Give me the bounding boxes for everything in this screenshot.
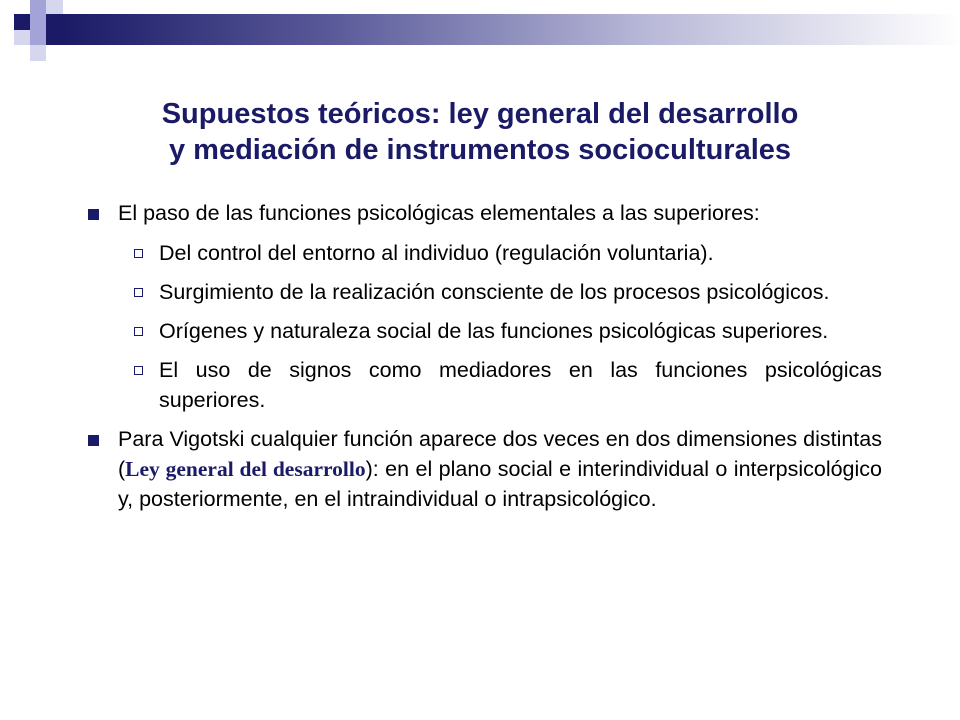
corner-square-pale-2: [14, 30, 30, 45]
corner-square-lavender-2: [30, 14, 46, 30]
sub-bullet-text-4: El uso de signos como mediadores en las funciones psicológicas superiores.: [159, 358, 882, 412]
bullet-item-2: [88, 424, 882, 514]
sub-bullet-text-3: Orígenes y naturaleza social de las funciones psicológicas superiores.: [159, 319, 829, 343]
square-bullet-icon: [88, 209, 99, 220]
sub-bullet-text-2: Surgimiento de la realización consciente de los procesos psicológicos.: [159, 280, 830, 304]
slide-title: [40, 96, 920, 168]
sub-bullet-item-1: [118, 238, 882, 268]
bullet-item-1: [88, 198, 882, 228]
corner-square-navy-2: [46, 14, 63, 45]
corner-square-lavender: [30, 0, 46, 14]
slide-title-line1: Supuestos teóricos: ley general del desarrollo: [161, 98, 799, 130]
hollow-square-bullet-icon: [134, 366, 143, 375]
corner-square-pale: [46, 0, 63, 14]
corner-square-navy: [14, 14, 30, 30]
bullet-text-2-before: Para Vigotski cualquier función aparece dos veces en dos dimensiones distintas (: [118, 427, 882, 481]
corner-square-pale-3: [30, 45, 46, 61]
square-bullet-icon: [88, 435, 99, 446]
sub-bullet-item-3: [118, 316, 882, 346]
hollow-square-bullet-icon: [134, 327, 143, 336]
header-gradient-bar: [63, 14, 960, 45]
bullet-text-2-after: ): en el plano social e interindividual o interpsicológico y, posteriormente, en el intraindividual o intrapsicológico.: [118, 457, 882, 511]
sub-bullet-item-4: [118, 355, 882, 415]
sub-bullet-item-2: [118, 277, 882, 307]
bullet-text-1: El paso de las funciones psicológicas elementales a las superiores:: [118, 201, 760, 225]
sub-bullet-text-1: Del control del entorno al individuo (regulación voluntaria).: [159, 241, 714, 265]
slide-body: [88, 198, 882, 524]
slide-title-line2: y mediación de instrumentos socioculturales: [168, 134, 792, 166]
highlight-ley-general: Ley general del desarrollo: [125, 457, 366, 481]
corner-square-lavender-3: [30, 30, 46, 45]
hollow-square-bullet-icon: [134, 288, 143, 297]
hollow-square-bullet-icon: [134, 249, 143, 258]
